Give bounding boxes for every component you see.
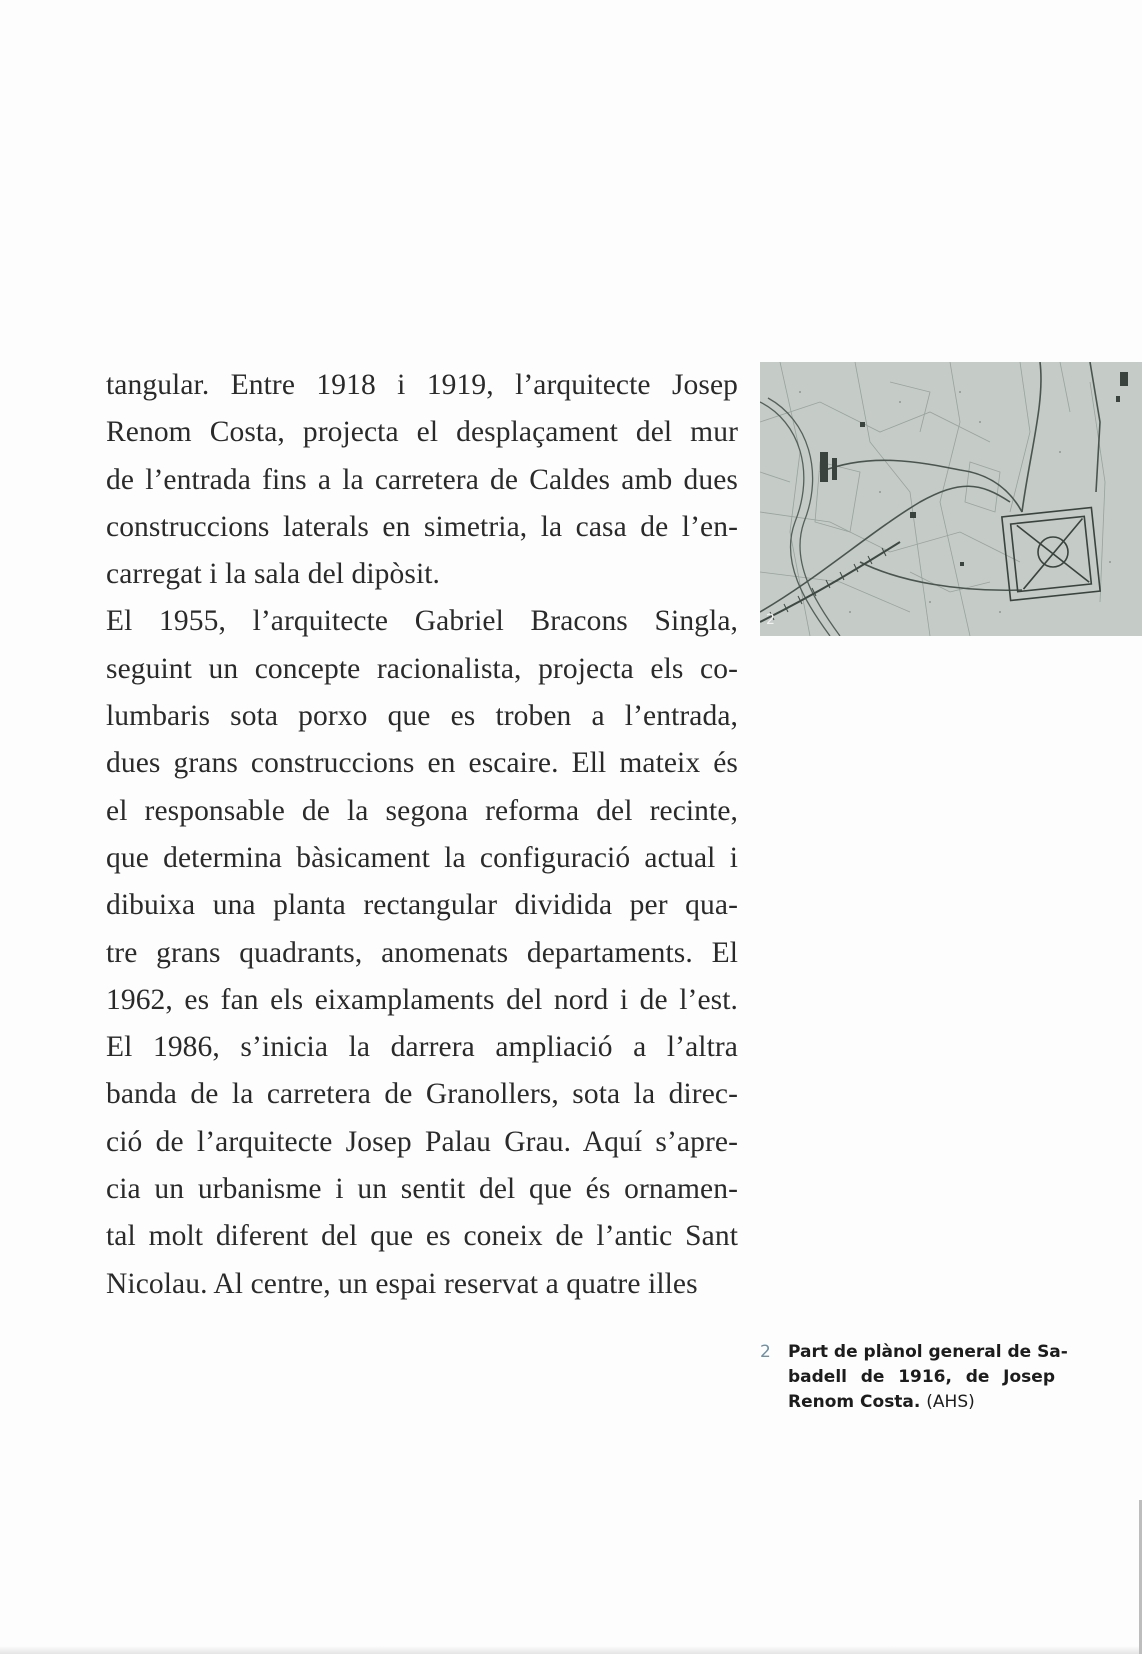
caption-line: Part de plànol general de Sa- (788, 1342, 1068, 1362)
caption-last: Renom Costa. (788, 1392, 921, 1412)
text-line: construccions laterals en simetria, la casa de l’en- (106, 510, 738, 543)
text-line: carregat i la sala del dipòsit. (106, 558, 441, 591)
text-line: que determina bàsicament la configuració actual i (106, 841, 738, 874)
text-line: de l’entrada fins a la carretera de Caldes amb dues (106, 463, 738, 496)
text-line: dues grans construccions en escaire. Ell mateix és (106, 747, 738, 780)
text-line: el responsable de la segona reforma del recinte, (106, 794, 738, 827)
text-line: tal molt diferent del que es coneix de l’antic Sant (106, 1220, 738, 1253)
text-line: Nicolau. Al centre, un espai reservat a quatre illes (106, 1267, 698, 1300)
text-line: lumbaris sota porxo que es troben a l’entrada, (106, 700, 738, 733)
figure-caption (760, 1340, 1068, 1415)
caption-line-last (788, 1390, 1055, 1415)
text-line: tre grans quadrants, anomenats departaments. El (106, 936, 738, 969)
text-line: El 1986, s’inicia la darrera ampliació a l’altra (106, 1031, 738, 1064)
map-figure (760, 362, 1142, 636)
scan-edge-shadow (0, 1646, 1142, 1654)
text-line: seguint un concepte racionalista, projecta els co- (106, 652, 738, 685)
text-line: banda de la carretera de Granollers, sota la direc- (106, 1078, 738, 1111)
figure-number-overlay: 2 (766, 612, 775, 628)
text-line: 1962, es fan els eixamplaments del nord i de l’est. (106, 983, 738, 1016)
body-text (106, 362, 738, 1308)
text-line: tangular. Entre 1918 i 1919, l’arquitecte Josep (106, 369, 738, 401)
text-line: ció de l’arquitecte Josep Palau Grau. Aquí s’apre- (106, 1125, 738, 1158)
historical-map-drawing (760, 362, 1142, 636)
text-line: El 1955, l’arquitecte Gabriel Bracons Singla, (106, 605, 738, 638)
text-line: dibuixa una planta rectangular dividida per qua- (106, 889, 738, 922)
text-line: Renom Costa, projecta el desplaçament del mur (106, 416, 738, 449)
caption-text (788, 1340, 1068, 1415)
text-line: cia un urbanisme i un sentit del que és ornamen- (106, 1173, 738, 1206)
caption-line: badell de 1916, de Josep (788, 1367, 1055, 1387)
caption-number: 2 (760, 1342, 771, 1362)
caption-source: (AHS) (926, 1392, 975, 1412)
